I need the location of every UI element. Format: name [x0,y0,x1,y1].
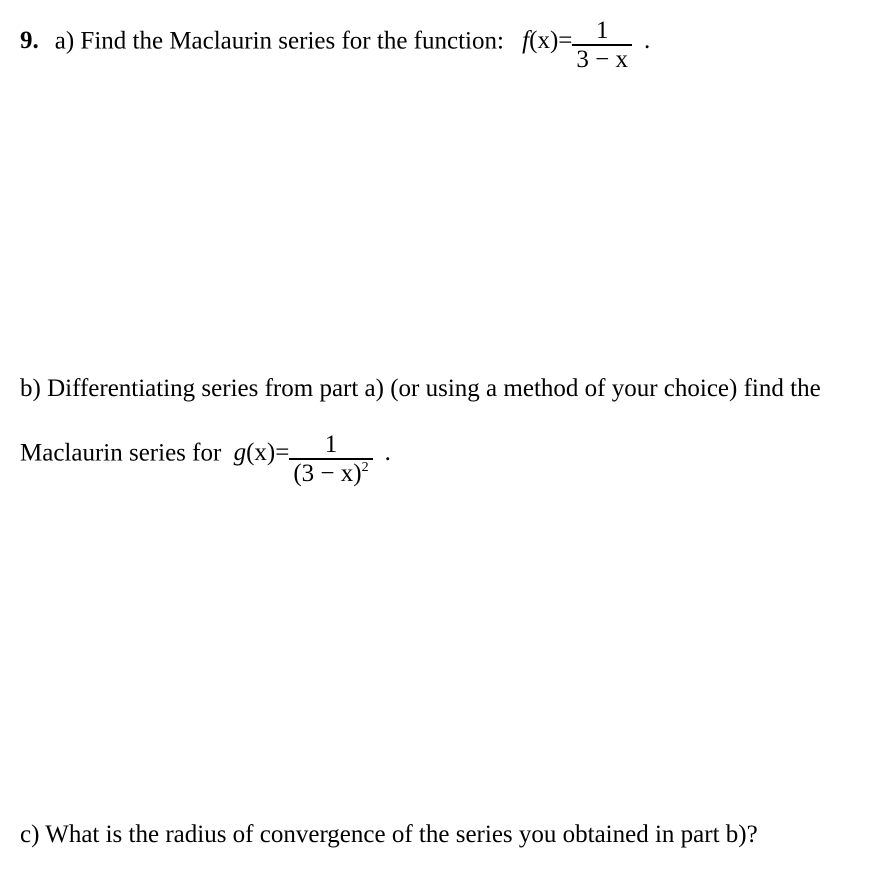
part-b-line2 [20,427,391,487]
part-b-end: . [384,439,391,467]
part-a-denominator: 3 − x [576,45,628,73]
part-a-line [20,15,650,71]
part-b-fraction [289,432,372,488]
part-b-exponent: 2 [361,459,369,475]
part-b-denominator-wrap [289,460,372,488]
part-a-func-name: f [522,27,530,55]
question-number: 9. [20,27,39,55]
part-b-formula [233,431,391,487]
part-a-numerator: 1 [595,17,609,44]
part-a-end: . [644,27,651,55]
part-a-fraction [572,18,632,74]
part-b-func-var: (x) [246,439,276,467]
part-b-text: Maclaurin series for [20,439,222,467]
part-a-func-var: (x) [529,27,559,55]
part-a-text: a) Find the Maclaurin series for the function: [54,27,504,55]
part-b-func-name: g [233,439,247,467]
part-b-equals: = [275,439,290,467]
part-c-line: c) What is the radius of convergence of the series you obtained in part b)? [20,821,758,848]
part-a-formula [522,17,651,73]
part-b-denominator: (3 − x) [293,459,362,487]
part-a-equals: = [558,27,573,55]
part-b-line1: b) Differentiating series from part a) (or using a method of your choice) find the [20,375,821,402]
part-b-numerator: 1 [324,431,338,458]
